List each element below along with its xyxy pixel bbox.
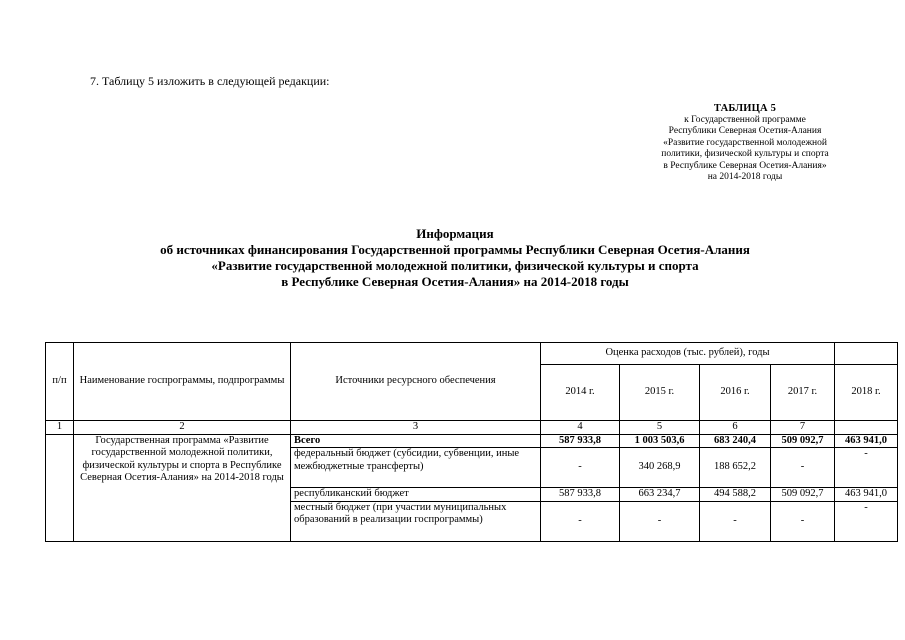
source-cell: местный бюджет (при участии муниципальных образований в реализации госпрограммы) bbox=[291, 501, 541, 541]
appendix-block bbox=[610, 103, 880, 184]
value-cell: 587 933,8 bbox=[541, 488, 620, 502]
index-cell: 4 bbox=[541, 421, 620, 435]
value-cell: 587 933,8 bbox=[541, 434, 620, 448]
header-source: Источники ресурсного обеспечения bbox=[291, 343, 541, 421]
header-blank bbox=[835, 343, 898, 365]
value-cell: 1 003 503,6 bbox=[620, 434, 700, 448]
source-cell: республиканский бюджет bbox=[291, 488, 541, 502]
heading-line: в Республике Северная Осетия-Алания» на 2014-2018 годы bbox=[281, 274, 629, 289]
program-name-cell: Государственная программа «Развитие государственной молодежной политики, физической культуры и спорта в Республике Северная Осетия-Алания» на 2014-2018 годы bbox=[74, 434, 291, 541]
value-cell: - bbox=[700, 501, 771, 541]
index-cell bbox=[835, 421, 898, 435]
value-cell: 509 092,7 bbox=[771, 434, 835, 448]
index-cell: 5 bbox=[620, 421, 700, 435]
row-np-cell bbox=[46, 434, 74, 541]
appendix-line: «Развитие государственной молодежной bbox=[663, 137, 827, 148]
value-cell: - bbox=[835, 448, 898, 488]
index-cell: 3 bbox=[291, 421, 541, 435]
appendix-line: к Государственной программе bbox=[684, 114, 806, 125]
value-cell: 463 941,0 bbox=[835, 488, 898, 502]
header-np: п/п bbox=[46, 343, 74, 421]
value-cell: - bbox=[835, 501, 898, 541]
source-cell: Всего bbox=[291, 434, 541, 448]
value-cell: 340 268,9 bbox=[620, 448, 700, 488]
value-cell: 188 652,2 bbox=[700, 448, 771, 488]
index-cell: 6 bbox=[700, 421, 771, 435]
header-year: 2015 г. bbox=[620, 365, 700, 421]
appendix-line: в Республике Северная Осетия-Алания» bbox=[663, 160, 827, 171]
header-year: 2016 г. bbox=[700, 365, 771, 421]
index-cell: 7 bbox=[771, 421, 835, 435]
intro-text: 7. Таблицу 5 изложить в следующей редакции: bbox=[90, 74, 330, 88]
financing-table bbox=[45, 342, 898, 542]
index-cell: 2 bbox=[74, 421, 291, 435]
heading-title: Информация bbox=[416, 226, 494, 241]
heading-line: «Развитие государственной молодежной политики, физической культуры и спорта bbox=[211, 258, 699, 273]
document-heading bbox=[60, 226, 850, 290]
value-cell: 509 092,7 bbox=[771, 488, 835, 502]
appendix-line: на 2014-2018 годы bbox=[707, 172, 783, 182]
value-cell: - bbox=[771, 501, 835, 541]
header-year: 2014 г. bbox=[541, 365, 620, 421]
appendix-line: Республики Северная Осетия-Алания bbox=[668, 126, 822, 136]
value-cell: 683 240,4 bbox=[700, 434, 771, 448]
header-year: 2017 г. bbox=[771, 365, 835, 421]
index-cell: 1 bbox=[46, 421, 74, 435]
value-cell: 663 234,7 bbox=[620, 488, 700, 502]
header-estimate: Оценка расходов (тыс. рублей), годы bbox=[541, 343, 835, 365]
heading-line: об источниках финансирования Государственной программы Республики Северная Осетия-Алания bbox=[160, 242, 750, 257]
appendix-line: политики, физической культуры и спорта bbox=[661, 149, 829, 159]
header-program-name: Наименование госпрограммы, подпрограммы bbox=[74, 343, 291, 421]
value-cell: 463 941,0 bbox=[835, 434, 898, 448]
source-cell: федеральный бюджет (субсидии, субвенции, иные межбюджетные трансферты) bbox=[291, 448, 541, 488]
value-cell: 494 588,2 bbox=[700, 488, 771, 502]
value-cell: - bbox=[620, 501, 700, 541]
value-cell: - bbox=[771, 448, 835, 488]
value-cell: - bbox=[541, 448, 620, 488]
appendix-title: ТАБЛИЦА 5 bbox=[713, 103, 777, 114]
value-cell: - bbox=[541, 501, 620, 541]
header-year: 2018 г. bbox=[835, 365, 898, 421]
table-row bbox=[46, 434, 898, 448]
